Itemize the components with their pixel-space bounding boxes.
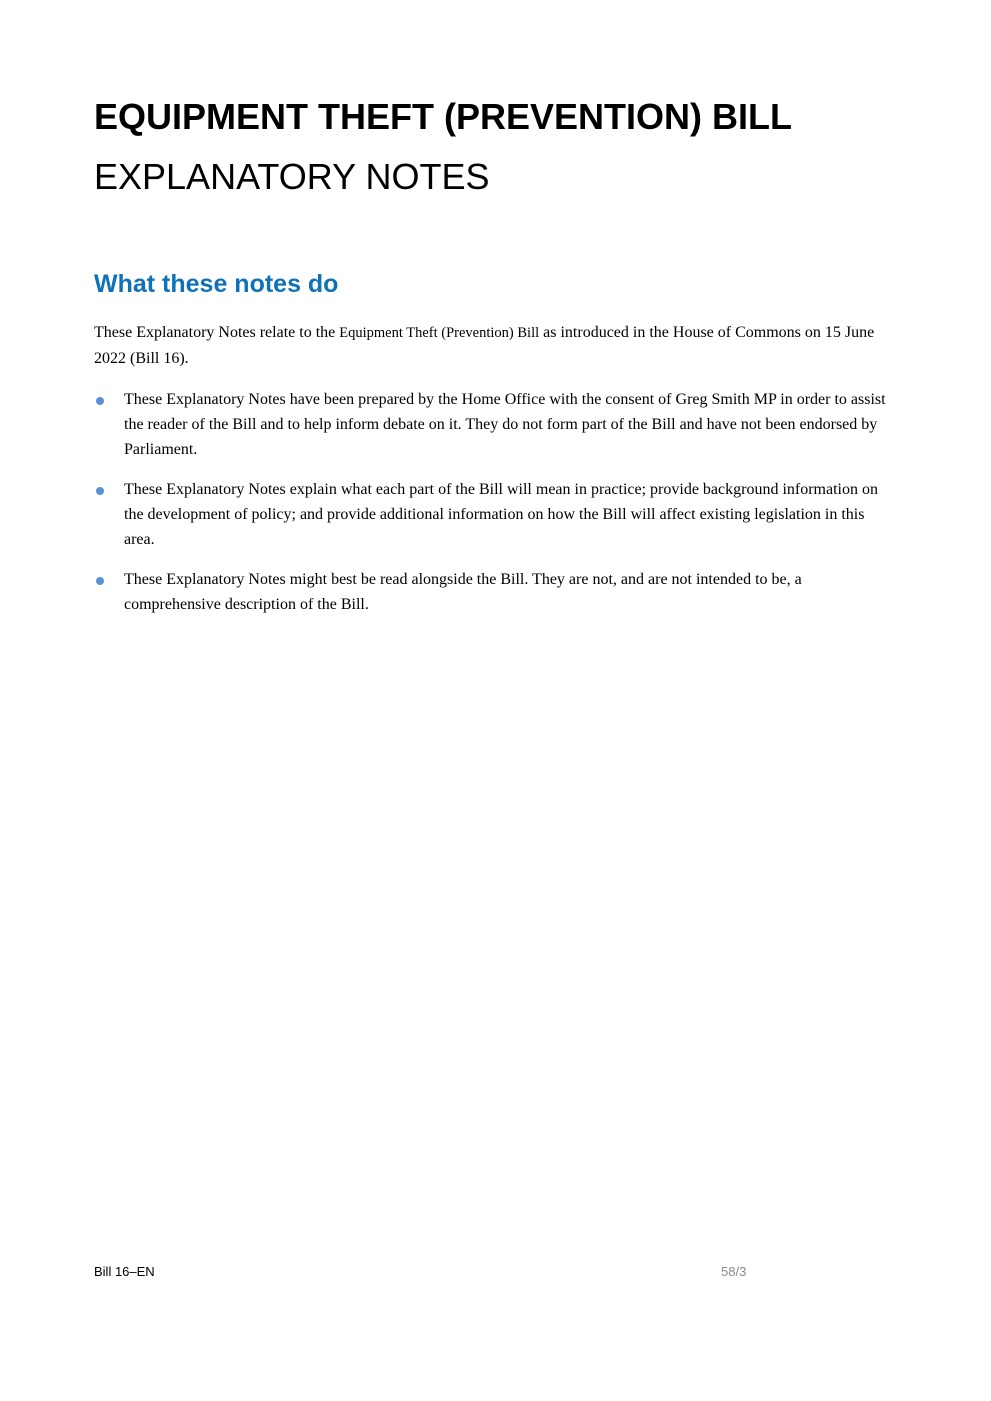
list-item-text: These Explanatory Notes have been prepared by the Home Office with the consent of Greg Smith MP in order to assist the reader of the Bill and to help inform debate on it. They do not form part of the Bill and have not been endorsed by Parliament.: [124, 391, 886, 458]
list-item: [94, 477, 894, 552]
document-title: EQUIPMENT THEFT (PREVENTION) BILL: [94, 96, 792, 137]
footer-bill-reference: Bill 16–EN: [94, 1264, 155, 1279]
bullet-dot-icon: [96, 487, 104, 495]
list-item-text: These Explanatory Notes might best be read alongside the Bill. They are not, and are not intended to be, a comprehensive description of the Bill.: [124, 571, 802, 613]
list-item: [94, 567, 894, 617]
notes-bullet-list: [94, 387, 894, 632]
section-heading: What these notes do: [94, 270, 339, 298]
document-subtitle: EXPLANATORY NOTES: [94, 156, 490, 197]
bullet-dot-icon: [96, 397, 104, 405]
intro-text-start: These Explanatory Notes relate to the: [94, 324, 340, 341]
intro-paragraph: [94, 320, 894, 371]
intro-text-end: as introduced in the House of Commons on 15 June 2022 (Bill 16).: [94, 324, 875, 367]
footer-page-code: 58/3: [721, 1264, 747, 1279]
list-item: [94, 387, 894, 462]
bullet-dot-icon: [96, 577, 104, 585]
list-item-text: These Explanatory Notes explain what each part of the Bill will mean in practice; provide background information on the development of policy; and provide additional information on how the Bill will affect existing legislation in this area.: [124, 481, 878, 548]
intro-bill-name: Equipment Theft (Prevention) Bill: [339, 325, 540, 341]
